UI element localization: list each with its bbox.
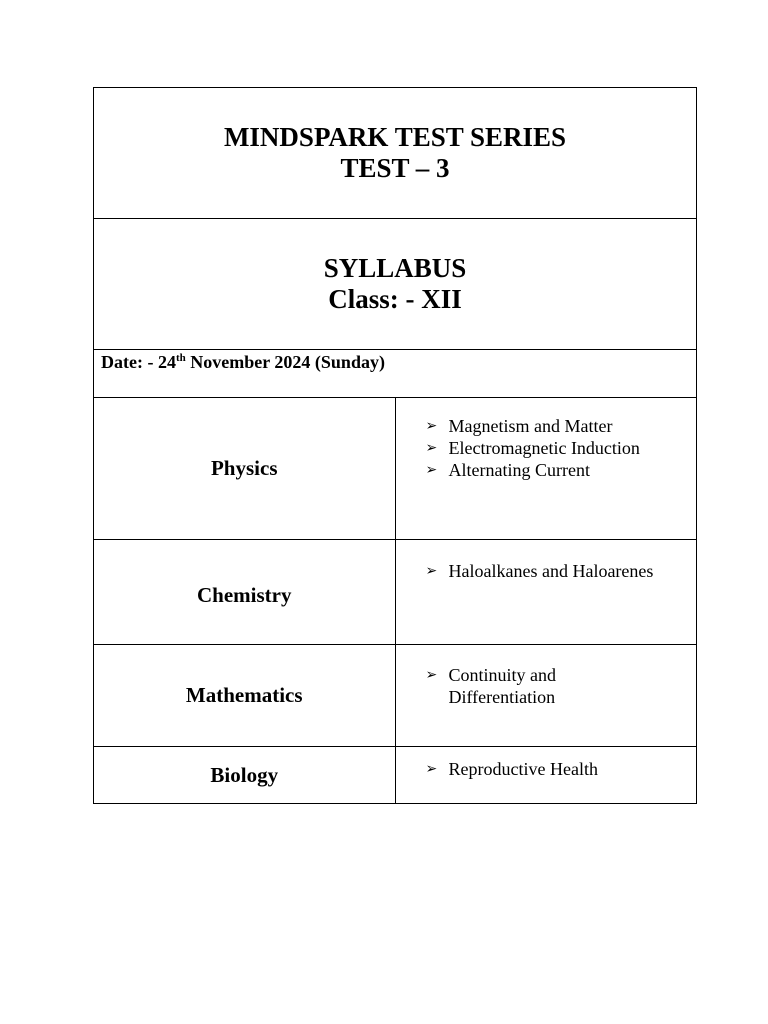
subject-row-physics xyxy=(94,398,697,540)
subject-row-biology xyxy=(94,747,697,804)
arrow-bullet-icon: ➢ xyxy=(425,563,438,579)
topic-item xyxy=(426,459,697,481)
topic-cell xyxy=(395,645,697,747)
topic-item xyxy=(426,664,589,708)
date-block xyxy=(94,350,697,398)
topic-text: Continuity and Differentiation xyxy=(448,665,556,707)
syllabus-block xyxy=(94,219,697,350)
arrow-bullet-icon: ➢ xyxy=(425,462,438,478)
class-label: Class: - XII xyxy=(328,284,462,314)
arrow-bullet-icon: ➢ xyxy=(425,761,438,777)
topic-item xyxy=(426,560,697,582)
title-block xyxy=(94,88,697,219)
date-rest: November 2024 (Sunday) xyxy=(185,352,385,372)
topic-text: Magnetism and Matter xyxy=(448,416,613,436)
test-number-title: TEST – 3 xyxy=(340,153,450,183)
arrow-bullet-icon: ➢ xyxy=(425,418,438,434)
topic-item xyxy=(426,758,697,780)
test-series-title: MINDSPARK TEST SERIES xyxy=(223,122,567,152)
subject-name: Biology xyxy=(94,747,396,804)
arrow-bullet-icon: ➢ xyxy=(425,440,438,456)
topic-item xyxy=(426,437,697,459)
topic-text: Haloalkanes and Haloarenes xyxy=(448,561,654,581)
subject-name: Physics xyxy=(94,398,396,540)
date-prefix: Date: - 24 xyxy=(101,352,176,372)
topic-cell xyxy=(395,747,697,804)
topic-cell xyxy=(395,398,697,540)
topic-list xyxy=(426,560,697,582)
subject-row-chemistry xyxy=(94,540,697,645)
topic-text: Electromagnetic Induction xyxy=(448,438,640,458)
arrow-bullet-icon: ➢ xyxy=(425,667,438,683)
syllabus-table xyxy=(93,87,697,804)
topic-text: Alternating Current xyxy=(448,460,590,480)
subject-name: Mathematics xyxy=(94,645,396,747)
topic-text: Reproductive Health xyxy=(448,759,598,779)
topic-cell xyxy=(395,540,697,645)
topic-list xyxy=(426,758,697,780)
topic-list xyxy=(426,664,697,708)
subject-row-mathematics xyxy=(94,645,697,747)
date-ordinal-suffix: th xyxy=(175,352,186,364)
subject-name: Chemistry xyxy=(94,540,396,645)
syllabus-heading: SYLLABUS xyxy=(323,253,467,283)
topic-item xyxy=(426,415,697,437)
date-line xyxy=(101,351,696,373)
topic-list xyxy=(426,415,697,481)
